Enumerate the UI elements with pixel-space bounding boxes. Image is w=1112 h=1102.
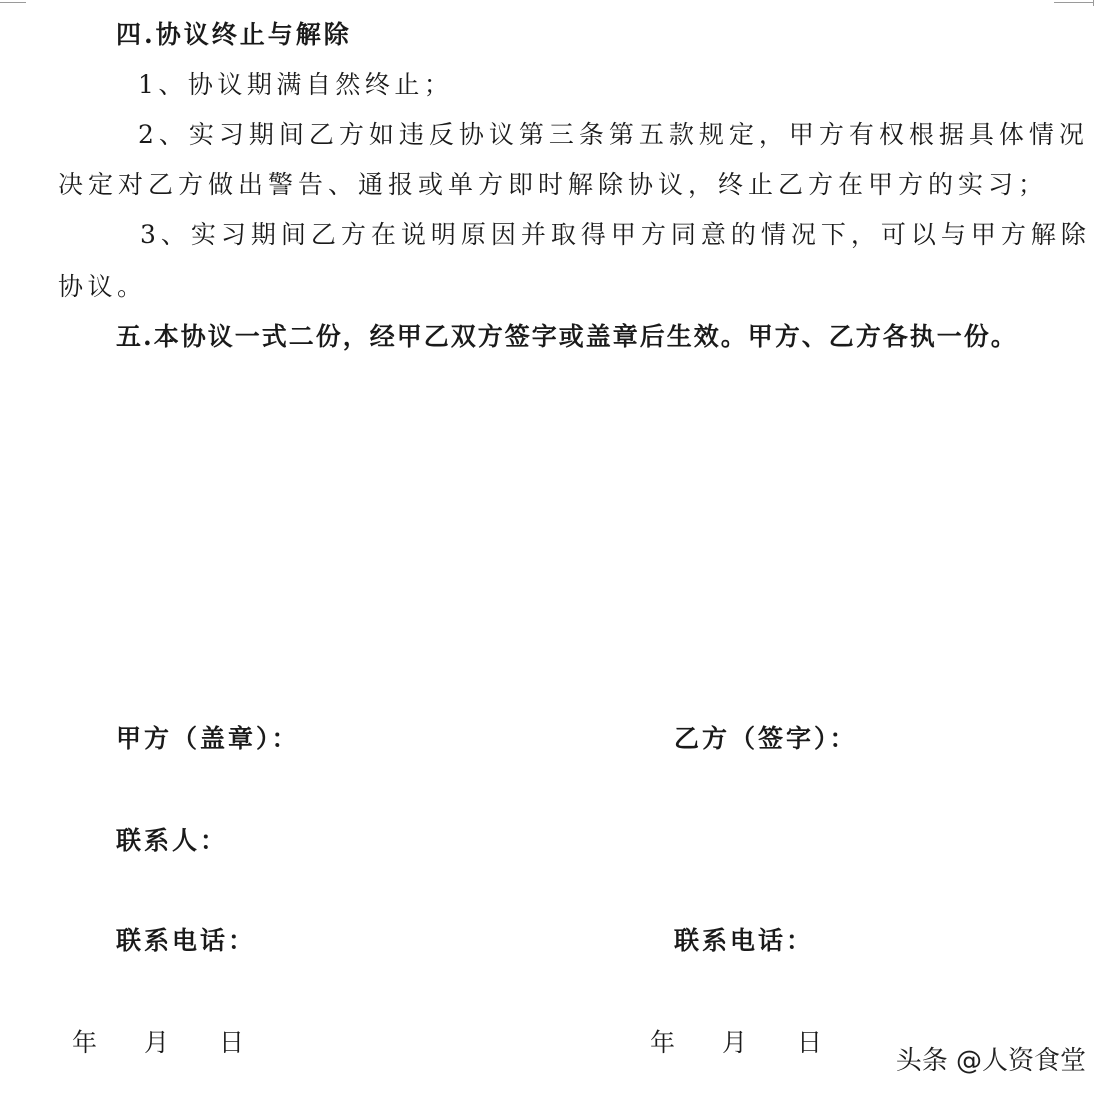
party-b-date-day: 日 — [797, 1028, 823, 1057]
section-4-heading: 四.协议终止与解除 — [116, 20, 352, 49]
section-4-item-2-line-1: 2、实习期间乙方如违反协议第三条第五款规定，甲方有权根据具体情况 — [138, 120, 1089, 149]
section-4-item-3-line-2: 协议。 — [58, 272, 147, 301]
party-b-date-month: 月 — [722, 1028, 748, 1057]
source-watermark: 头条 @人资食堂 — [895, 1046, 1086, 1076]
party-a-phone-label: 联系电话： — [116, 926, 257, 955]
section-5-heading: 五.本协议一式二份，经甲乙双方签字或盖章后生效。甲方、乙方各执一份。 — [116, 322, 1018, 351]
party-a-date-day: 日 — [219, 1028, 245, 1057]
party-b-signature-label: 乙方（签字）： — [674, 724, 858, 753]
party-a-date-month: 月 — [144, 1028, 170, 1057]
page-corner-mark-right — [1054, 2, 1094, 3]
party-b-phone-label: 联系电话： — [674, 926, 815, 955]
party-b-date-year: 年 — [650, 1028, 676, 1057]
page-corner-mark-right-vertical — [1093, 0, 1094, 6]
party-a-seal-label: 甲方（盖章）： — [116, 724, 300, 753]
section-4-item-2-line-2: 决定对乙方做出警告、通报或单方即时解除协议，终止乙方在甲方的实习； — [58, 170, 1049, 199]
section-4-item-3-line-1: 3、实习期间乙方在说明原因并取得甲方同意的情况下，可以与甲方解除 — [140, 220, 1091, 249]
party-a-contact-label: 联系人： — [116, 826, 229, 855]
page-corner-mark-left — [0, 2, 26, 3]
section-4-item-1: 1、协议期满自然终止； — [138, 70, 454, 99]
party-a-date-year: 年 — [72, 1028, 98, 1057]
